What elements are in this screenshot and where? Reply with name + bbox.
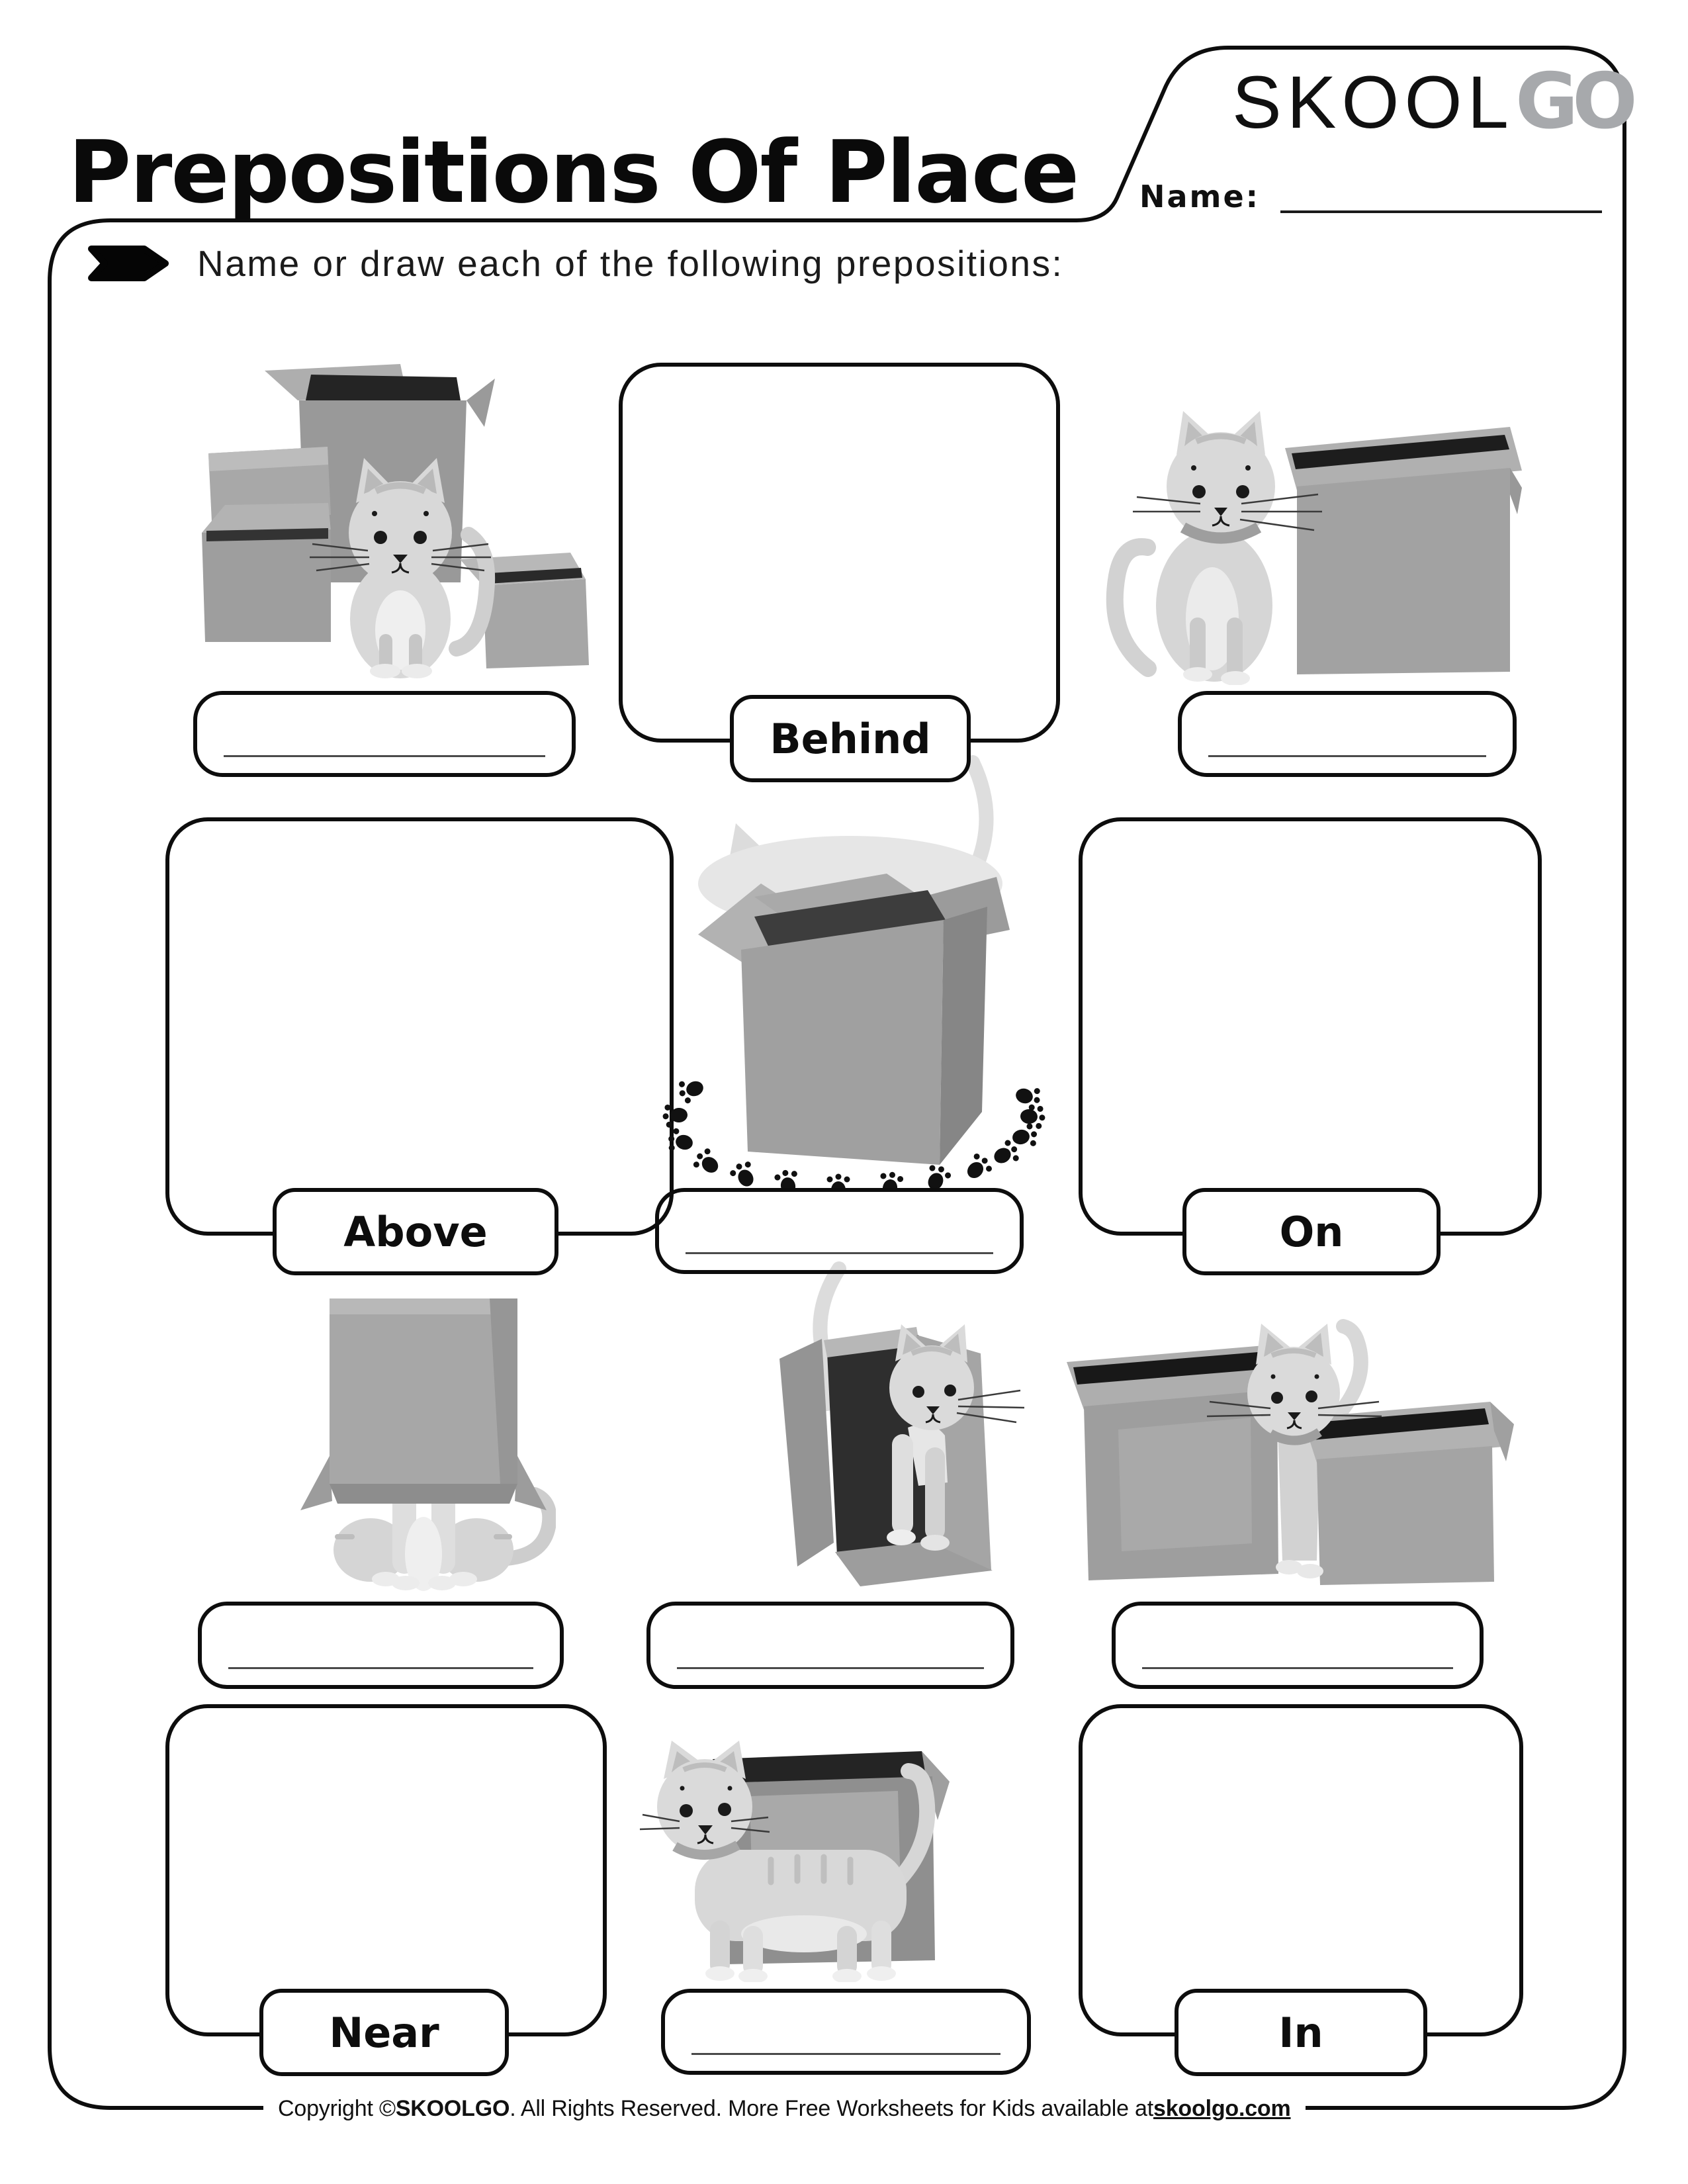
cat-next-to-box-image [1098, 407, 1522, 685]
draw-box-in[interactable] [1079, 1704, 1523, 2036]
draw-box-on[interactable] [1079, 817, 1542, 1236]
label-pill-in [1175, 1989, 1427, 2076]
cat-in-front-of-box-image [639, 1741, 989, 1982]
footer-prefix: Copyright © [278, 2095, 396, 2121]
answer-box-next-to[interactable] [1178, 691, 1517, 777]
answer-box-in-front[interactable] [661, 1989, 1031, 2075]
answer-box-hiding[interactable] [655, 1188, 1024, 1274]
cat-among-boxes-image [199, 364, 599, 678]
footer-copyright [263, 2089, 1306, 2128]
footer-middle: . All Rights Reserved. More Free Worksheets for Kids available at [510, 2095, 1154, 2121]
logo-skool-text: SKOOL [1232, 61, 1514, 144]
draw-box-behind[interactable] [619, 363, 1060, 743]
footer-brand-go: GO [474, 2095, 510, 2121]
answer-write-line [1208, 755, 1486, 757]
answer-write-line [1142, 1667, 1453, 1669]
instruction-text: Name or draw each of the following prepositions: [197, 243, 1064, 284]
name-field [1139, 181, 1260, 212]
label-pill-on [1182, 1188, 1441, 1275]
label-text-above: Above [343, 1207, 488, 1256]
draw-box-above[interactable] [165, 817, 674, 1236]
cat-hiding-in-box-with-paw-prints-image [662, 754, 1045, 1191]
answer-write-line [677, 1667, 984, 1669]
page-title: Prepositions Of Place [68, 122, 1079, 223]
answer-write-line [686, 1252, 993, 1254]
skoolgo-logo [1232, 57, 1632, 146]
answer-box-under[interactable] [198, 1602, 564, 1689]
logo-go-text: GO [1515, 57, 1632, 146]
cat-under-box-image [291, 1291, 556, 1592]
footer-skoolgo-link[interactable]: skoolgo.com [1153, 2095, 1291, 2121]
answer-box-between[interactable] [1112, 1602, 1484, 1689]
draw-box-near[interactable] [165, 1704, 607, 2036]
label-text-behind: Behind [770, 714, 931, 763]
label-pill-above [273, 1188, 558, 1275]
answer-write-line [228, 1667, 533, 1669]
footer-brand-skool: SKOOL [395, 2095, 475, 2121]
answer-write-line [224, 755, 545, 757]
label-text-in: In [1278, 2008, 1323, 2057]
label-pill-behind [730, 695, 971, 782]
arrow-bullet-icon [87, 245, 172, 282]
answer-write-line [691, 2053, 1000, 2055]
name-input-line[interactable] [1280, 210, 1602, 213]
instruction-row [87, 242, 1063, 285]
label-pill-near [259, 1989, 509, 2076]
cat-getting-out-of-box-image [761, 1261, 1045, 1592]
label-text-on: On [1279, 1207, 1344, 1256]
label-text-near: Near [329, 2008, 439, 2057]
answer-box-among[interactable] [193, 691, 576, 777]
name-label: Name: [1139, 179, 1261, 214]
cat-between-boxes-image [1059, 1317, 1515, 1592]
answer-box-out-of[interactable] [646, 1602, 1014, 1689]
